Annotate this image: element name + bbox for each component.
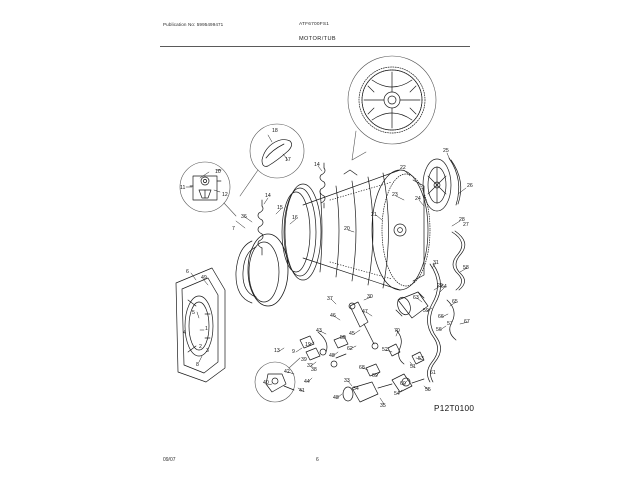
callout-number: 26 — [467, 183, 473, 189]
callout-number: 53 — [418, 356, 424, 362]
callout-number: 9 — [292, 349, 295, 355]
callout-number: 50 — [340, 335, 346, 341]
callout-number: 20 — [344, 226, 350, 232]
callout-number: 4 — [183, 330, 186, 336]
callout-number: 14 — [314, 162, 320, 168]
callout-number: 65 — [452, 299, 458, 305]
callout-number: 8 — [196, 362, 199, 368]
callout-number: 62 — [347, 346, 353, 352]
callout-number: 14 — [265, 193, 271, 199]
callout-number: 16 — [292, 215, 298, 221]
callout-number: 24 — [415, 196, 421, 202]
callout-number: 22 — [400, 165, 406, 171]
callout-number: 23 — [392, 192, 398, 198]
callout-number: 57 — [447, 321, 453, 327]
callout-number: 41 — [299, 388, 305, 394]
callout-number: 63 — [413, 295, 419, 301]
callout-number: 28 — [459, 217, 465, 223]
section-title: MOTOR/TUB — [299, 36, 337, 42]
footer-page-number: 6 — [316, 457, 319, 463]
figure-code: P12T0100 — [434, 404, 475, 413]
callout-number: 6 — [186, 269, 189, 275]
callout-number: 32 — [307, 363, 313, 369]
callout-number: 31 — [433, 260, 439, 266]
callout-number: 58 — [463, 265, 469, 271]
callout-number: 52 — [382, 347, 388, 353]
callout-number: 40 — [263, 380, 269, 386]
callout-number: 11 — [180, 185, 186, 191]
callout-number: 70 — [394, 328, 400, 334]
publication-number: Publication No: 5995499471 — [163, 22, 224, 27]
callout-number: 19 — [305, 342, 311, 348]
callout-number: 69 — [372, 373, 378, 379]
callout-number: 46 — [330, 313, 336, 319]
callout-number: 43 — [316, 328, 322, 334]
callout-number: 39 — [301, 357, 307, 363]
callout-number: 38 — [311, 367, 317, 373]
callout-number: 25 — [443, 148, 449, 154]
model-number: ATF6700FS1 — [299, 22, 330, 27]
callout-number: 64 — [441, 284, 447, 290]
callout-number: 67 — [464, 319, 470, 325]
callout-number: 12 — [222, 192, 228, 198]
callout-number: 44 — [304, 379, 310, 385]
callout-number: 30 — [367, 294, 373, 300]
callout-number: 37 — [327, 296, 333, 302]
callout-number: 17 — [285, 157, 291, 163]
callout-number: 13 — [274, 348, 280, 354]
callout-number: 35 — [380, 403, 386, 409]
callout-number: 18 — [272, 128, 278, 134]
callout-number: 59 — [423, 308, 429, 314]
callout-number: 47 — [362, 309, 368, 315]
callout-number: 3 — [206, 348, 209, 354]
callout-number: 33 — [344, 378, 350, 384]
callout-number: 54 — [394, 391, 400, 397]
callout-number: 10 — [215, 169, 221, 175]
callout-number: 7 — [232, 226, 235, 232]
callout-number: 48 — [333, 395, 339, 401]
callout-number: 61 — [430, 370, 436, 376]
callout-number: 21 — [371, 212, 377, 218]
callout-number: 5 — [192, 310, 195, 316]
callout-number: 34 — [353, 386, 359, 392]
callout-number: 60 — [400, 381, 406, 387]
callout-number: 55 — [425, 387, 431, 393]
callout-number: 66 — [438, 314, 444, 320]
callout-number: 42 — [284, 369, 290, 375]
callout-number: 1 — [205, 326, 208, 332]
callout-number: 56 — [436, 327, 442, 333]
callout-number: 68 — [359, 365, 365, 371]
callout-number: 51 — [410, 364, 416, 370]
callout-number: 36 — [241, 214, 247, 220]
callout-number: 48 — [329, 353, 335, 359]
callout-number: 29 — [437, 283, 443, 289]
callout-number: 15 — [277, 205, 283, 211]
callout-number: 27 — [463, 222, 469, 228]
callout-number: 49 — [201, 275, 207, 281]
callout-number: 45 — [349, 331, 355, 337]
footer-date: 09/07 — [163, 457, 176, 463]
callout-number: 2 — [199, 344, 202, 350]
